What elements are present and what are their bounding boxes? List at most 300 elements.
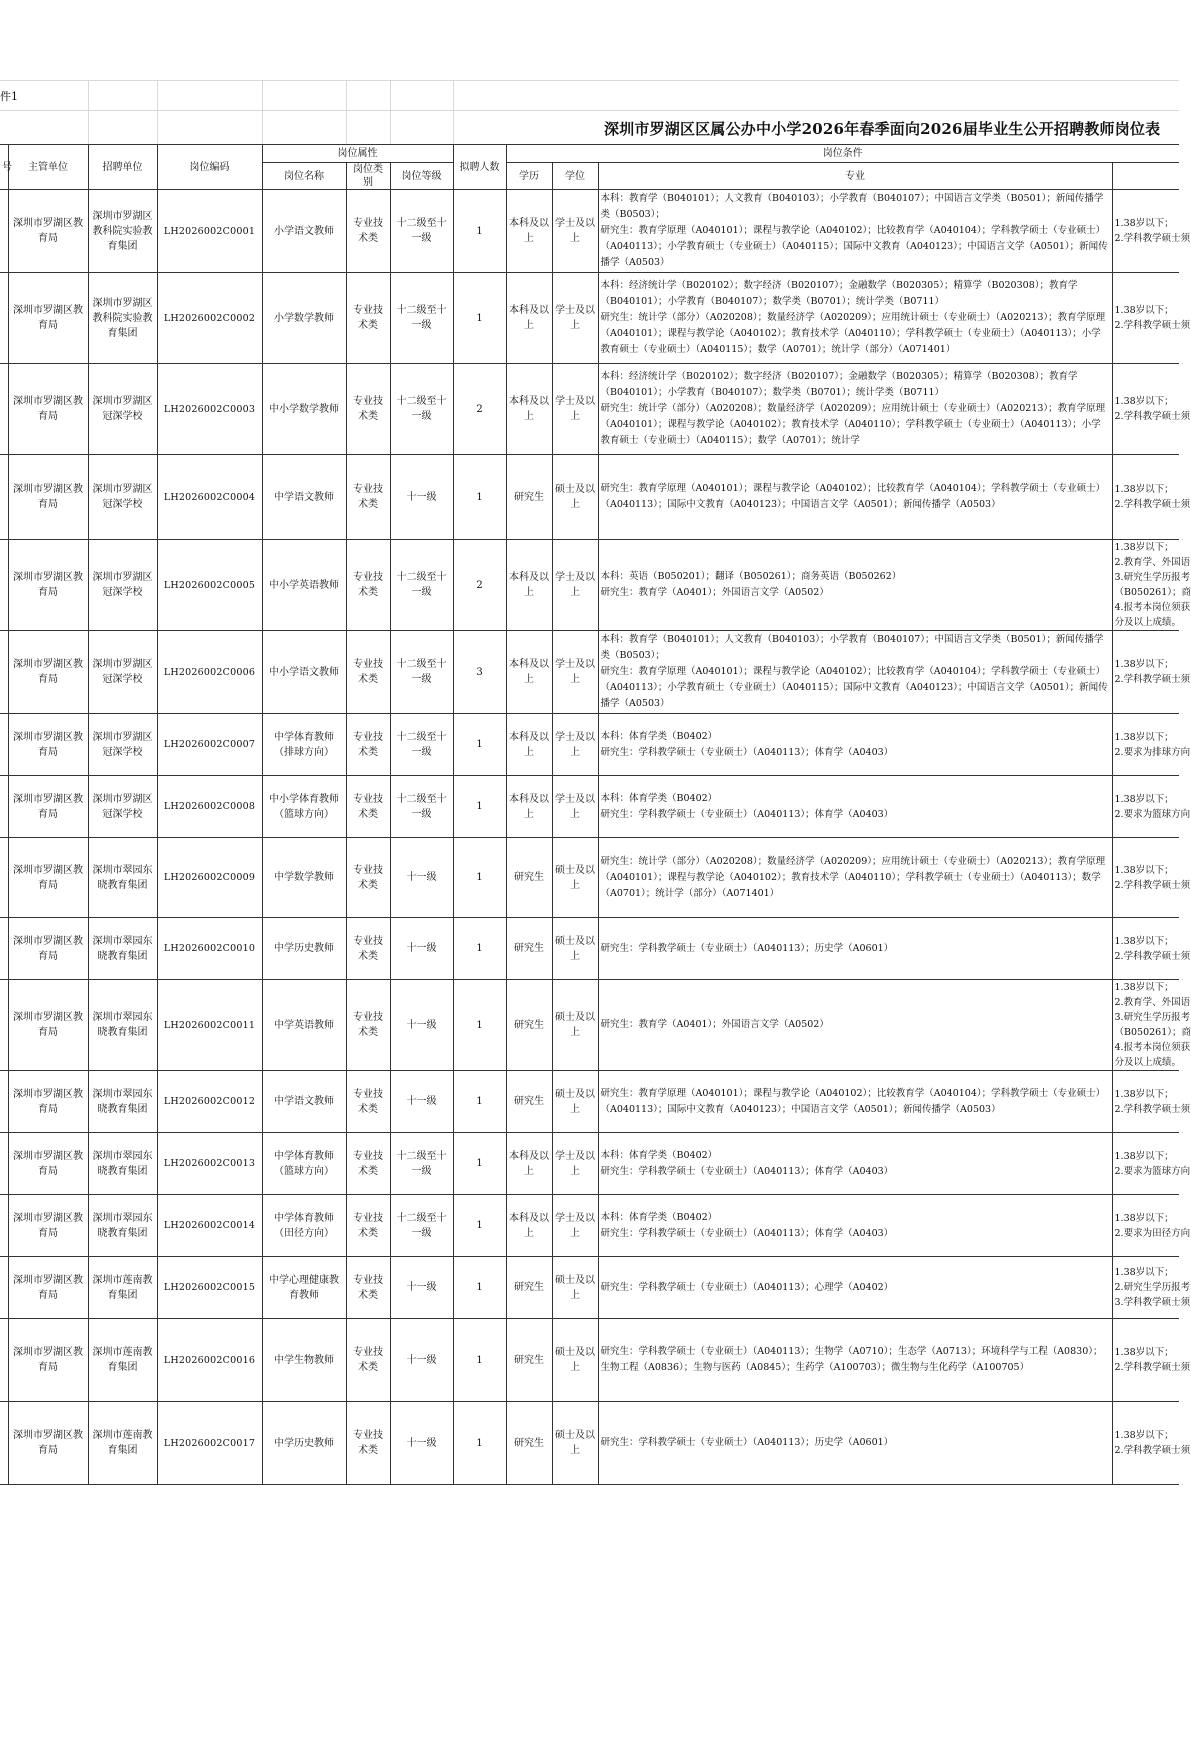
- recruiter-cell: 深圳市翠园东晓教育集团: [88, 1071, 157, 1133]
- headcount-cell: 1: [453, 1195, 506, 1257]
- conditions-cell: [1112, 1133, 1191, 1195]
- education-cell: 研究生: [506, 1319, 552, 1402]
- major-cell: [598, 190, 1112, 273]
- post-code-cell: LH2026002C0002: [157, 273, 262, 364]
- major-line: 研究生：统计学（部分）（A020208）；数量经济学（A020209）；应用统计硕士（专业硕士）（A020213）；教育学原理（A040101）；课程与教学论（A040102）；教育技术学（A040110）；学科教学硕士（专业硕士）（A040113）；小学教育硕士（专业硕士）（A040115）；数学（A0701）；统计学: [600, 403, 1106, 446]
- headcount-cell: 1: [453, 714, 506, 776]
- major-line: 本科：教育学（B040101）；人文教育（B040103）；小学教育（B040107）；中国语言文学类（B0501）；新闻传播学类（B0503）；: [600, 193, 1104, 220]
- post-code-cell: LH2026002C0010: [157, 918, 262, 980]
- condition-line: 1.38岁以下；: [1114, 542, 1174, 553]
- post-category-cell: 专业技术类: [346, 1071, 390, 1133]
- table-row: [0, 455, 1179, 540]
- recruiter-cell: 深圳市翠园东晓教育集团: [88, 1195, 157, 1257]
- header-post-code: 岗位编码: [157, 145, 262, 190]
- condition-line: 1.38岁以下；: [1114, 484, 1174, 495]
- table-row: [0, 540, 1179, 631]
- conditions-cell: [1112, 714, 1191, 776]
- table-row: [0, 838, 1179, 918]
- department-cell: 深圳市罗湖区教育局: [8, 631, 88, 714]
- conditions-cell: [1112, 631, 1191, 714]
- row-seq-cell: [0, 364, 8, 455]
- post-code-cell: LH2026002C0012: [157, 1071, 262, 1133]
- major-line: 本科：英语（B050201）；翻译（B050261）；商务英语（B050262）: [600, 571, 902, 582]
- gridline: [453, 80, 454, 144]
- header-post-conditions: 岗位条件: [506, 145, 1179, 163]
- major-cell: [598, 980, 1112, 1071]
- conditions-cell: [1112, 776, 1191, 838]
- row-seq-cell: [0, 631, 8, 714]
- department-cell: 深圳市罗湖区教育局: [8, 455, 88, 540]
- post-category-cell: 专业技术类: [346, 364, 390, 455]
- major-cell: [598, 1319, 1112, 1402]
- headcount-cell: 1: [453, 1319, 506, 1402]
- post-grade-cell: 十一级: [390, 1071, 453, 1133]
- major-cell: [598, 776, 1112, 838]
- header-post-category: 岗位类别: [346, 163, 390, 190]
- degree-cell: 硕士及以上: [552, 1319, 598, 1402]
- conditions-cell: [1112, 455, 1191, 540]
- major-line: 本科：经济统计学（B020102）；数字经济（B020107）；金融数学（B020305）；精算学（B020308）；教育学（B040101）；小学教育（B040107）；数学类（B0701）；统计学类（B0711）: [600, 280, 1078, 307]
- recruiter-cell: 深圳市翠园东晓教育集团: [88, 1133, 157, 1195]
- post-category-cell: 专业技术类: [346, 1319, 390, 1402]
- recruiter-cell: 深圳市翠园东晓教育集团: [88, 838, 157, 918]
- headcount-cell: 2: [453, 540, 506, 631]
- condition-line: 2.要求为排球方向: [1114, 746, 1191, 758]
- major-line: 本科：体育学类（B0402）: [600, 730, 718, 742]
- post-code-cell: LH2026002C0001: [157, 190, 262, 273]
- row-seq-cell: [0, 1195, 8, 1257]
- post-code-cell: LH2026002C0004: [157, 455, 262, 540]
- education-cell: 本科及以上: [506, 1195, 552, 1257]
- major-line: 本科：体育学类（B0402）: [600, 1149, 718, 1161]
- gridline: [390, 80, 391, 144]
- table-row: [0, 1071, 1179, 1133]
- major-cell: [598, 364, 1112, 455]
- major-cell: [598, 1071, 1112, 1133]
- header-department: 主管单位: [8, 145, 88, 190]
- recruiter-cell: 深圳市罗湖区冠深学校: [88, 714, 157, 776]
- post-category-cell: 专业技术类: [346, 838, 390, 918]
- post-grade-cell: 十二级至十一级: [390, 190, 453, 273]
- conditions-cell: [1112, 364, 1191, 455]
- post-category-cell: 专业技术类: [346, 980, 390, 1071]
- post-name-cell: 小学语文教师: [262, 190, 346, 273]
- condition-line: 2.教育学、外国语: [1114, 557, 1191, 568]
- degree-cell: 硕士及以上: [552, 1257, 598, 1319]
- post-name-cell: 中小学语文教师: [262, 631, 346, 714]
- condition-line: 1.38岁以下；: [1114, 1212, 1174, 1224]
- recruiter-cell: 深圳市罗湖区冠深学校: [88, 776, 157, 838]
- major-line: 研究生：学科教学硕士（专业硕士）（A040113）；体育学（A0403）: [600, 808, 894, 820]
- education-cell: 本科及以上: [506, 273, 552, 364]
- row-seq-cell: [0, 776, 8, 838]
- table-row: [0, 1195, 1179, 1257]
- table-row: [0, 1402, 1179, 1485]
- condition-line: 2.学科教学硕士须: [1114, 674, 1191, 685]
- conditions-cell: [1112, 190, 1191, 273]
- recruiter-cell: 深圳市莲南教育集团: [88, 1319, 157, 1402]
- department-cell: 深圳市罗湖区教育局: [8, 776, 88, 838]
- row-seq-cell: [0, 918, 8, 980]
- education-cell: 研究生: [506, 1071, 552, 1133]
- row-seq-cell: [0, 1402, 8, 1485]
- row-seq-cell: [0, 980, 8, 1071]
- headcount-cell: 1: [453, 273, 506, 364]
- conditions-cell: [1112, 1195, 1191, 1257]
- post-name-cell: 中学历史教师: [262, 918, 346, 980]
- major-line: 研究生：教育学原理（A040101）；课程与教学论（A040102）；比较教育学（A040104）；学科教学硕士（专业硕士）（A040113）；国际中文教育（A040123）；中国语言文学（A0501）；新闻传播学（A0503）: [600, 1087, 1106, 1115]
- education-cell: 研究生: [506, 1257, 552, 1319]
- table-row: [0, 1133, 1179, 1195]
- headcount-cell: 1: [453, 1257, 506, 1319]
- degree-cell: 学士及以上: [552, 714, 598, 776]
- post-name-cell: 中学语文教师: [262, 1071, 346, 1133]
- post-name-cell: 中学体育教师（篮球方向）: [262, 1133, 346, 1195]
- major-line: 本科：教育学（B040101）；人文教育（B040103）；小学教育（B040107）；中国语言文学类（B0501）；新闻传播学类（B0503）；: [600, 634, 1104, 661]
- header-headcount: 拟聘人数: [453, 145, 506, 190]
- gridline: [88, 80, 89, 144]
- education-cell: 研究生: [506, 918, 552, 980]
- condition-line: 3.学科教学硕士须: [1114, 1297, 1191, 1308]
- post-grade-cell: 十一级: [390, 1257, 453, 1319]
- degree-cell: 学士及以上: [552, 540, 598, 631]
- major-line: 研究生：教育学（A0401）；外国语言文学（A0502）: [600, 587, 829, 598]
- major-line: 研究生：统计学（部分）（A020208）；数量经济学（A020209）；应用统计硕士（专业硕士）（A020213）；教育学原理（A040101）；课程与教学论（A040102）；教育技术学（A040110）；学科教学硕士（专业硕士）（A040113）；小学教育硕士（专业硕士）（A040115）；数学（A0701）；统计学（部分）（A071401）: [600, 312, 1106, 355]
- major-cell: [598, 1195, 1112, 1257]
- row-seq-cell: [0, 1257, 8, 1319]
- condition-line: 1.38岁以下；: [1114, 864, 1174, 876]
- post-grade-cell: 十二级至十一级: [390, 776, 453, 838]
- post-code-cell: LH2026002C0015: [157, 1257, 262, 1319]
- post-category-cell: 专业技术类: [346, 273, 390, 364]
- post-grade-cell: 十一级: [390, 980, 453, 1071]
- major-line: 本科：体育学类（B0402）: [600, 1211, 718, 1223]
- major-cell: [598, 1133, 1112, 1195]
- condition-line: 2.学科教学硕士须: [1114, 1362, 1191, 1373]
- post-code-cell: LH2026002C0014: [157, 1195, 262, 1257]
- row-seq-cell: [0, 540, 8, 631]
- department-cell: 深圳市罗湖区教育局: [8, 838, 88, 918]
- headcount-cell: 2: [453, 364, 506, 455]
- post-code-cell: LH2026002C0006: [157, 631, 262, 714]
- table-row: [0, 776, 1179, 838]
- major-cell: [598, 1402, 1112, 1485]
- education-cell: 研究生: [506, 1402, 552, 1485]
- education-cell: 本科及以上: [506, 190, 552, 273]
- recruiter-cell: 深圳市翠园东晓教育集团: [88, 918, 157, 980]
- major-line: 本科：经济统计学（B020102）；数字经济（B020107）；金融数学（B020305）；精算学（B020308）；教育学（B040101）；小学教育（B040107）；数学类（B0701）；统计学类（B0711）: [600, 371, 1078, 398]
- post-grade-cell: 十一级: [390, 918, 453, 980]
- condition-line: 2.要求为田径方向: [1114, 1227, 1191, 1239]
- condition-line: 3.研究生学历报考: [1114, 1012, 1191, 1023]
- education-cell: 本科及以上: [506, 1133, 552, 1195]
- post-grade-cell: 十二级至十一级: [390, 714, 453, 776]
- header-education: 学历: [506, 163, 552, 190]
- degree-cell: 学士及以上: [552, 273, 598, 364]
- post-grade-cell: 十二级至十一级: [390, 1195, 453, 1257]
- header-seq: 号: [0, 145, 8, 190]
- post-name-cell: 中小学体育教师（篮球方向）: [262, 776, 346, 838]
- degree-cell: 学士及以上: [552, 1195, 598, 1257]
- table-body: [0, 190, 1191, 1485]
- post-code-cell: LH2026002C0005: [157, 540, 262, 631]
- major-cell: [598, 838, 1112, 918]
- post-category-cell: 专业技术类: [346, 776, 390, 838]
- post-name-cell: 中学体育教师（田径方向）: [262, 1195, 346, 1257]
- headcount-cell: 1: [453, 980, 506, 1071]
- table-row: [0, 1257, 1179, 1319]
- gridline: [0, 110, 1179, 111]
- post-name-cell: 中学历史教师: [262, 1402, 346, 1485]
- post-category-cell: 专业技术类: [346, 918, 390, 980]
- major-line: 本科：体育学类（B0402）: [600, 792, 718, 804]
- post-grade-cell: 十二级至十一级: [390, 364, 453, 455]
- department-cell: 深圳市罗湖区教育局: [8, 1402, 88, 1485]
- gridline: [157, 80, 158, 144]
- header-post-grade: 岗位等级: [390, 163, 453, 190]
- major-line: 研究生：学科教学硕士（专业硕士）（A040113）；体育学（A0403）: [600, 1227, 894, 1239]
- condition-line: 分及以上成绩。: [1114, 617, 1182, 628]
- headcount-cell: 1: [453, 776, 506, 838]
- post-category-cell: 专业技术类: [346, 631, 390, 714]
- conditions-cell: [1112, 918, 1191, 980]
- condition-line: 2.学科教学硕士须: [1114, 233, 1191, 244]
- recruitment-table: [0, 144, 1191, 1485]
- major-line: 研究生：教育学原理（A040101）；课程与教学论（A040102）；比较教育学（A040104）；学科教学硕士（专业硕士）（A040113）；国际中文教育（A040123）；中国语言文学（A0501）；新闻传播学（A0503）: [600, 483, 1106, 510]
- post-category-cell: 专业技术类: [346, 190, 390, 273]
- condition-line: （B050261）；商: [1114, 587, 1191, 598]
- conditions-cell: [1112, 1402, 1191, 1485]
- row-seq-cell: [0, 1319, 8, 1402]
- condition-line: 1.38岁以下；: [1114, 396, 1174, 407]
- degree-cell: 硕士及以上: [552, 918, 598, 980]
- degree-cell: 学士及以上: [552, 631, 598, 714]
- condition-line: 4.报考本岗位须获: [1114, 602, 1191, 613]
- degree-cell: 硕士及以上: [552, 980, 598, 1071]
- condition-line: 2.学科教学硕士须: [1114, 411, 1191, 422]
- education-cell: 研究生: [506, 838, 552, 918]
- major-line: 研究生：教育学（A0401）；外国语言文学（A0502）: [600, 1019, 829, 1030]
- department-cell: 深圳市罗湖区教育局: [8, 1319, 88, 1402]
- row-seq-cell: [0, 1071, 8, 1133]
- condition-line: 2.要求为篮球方向: [1114, 1165, 1191, 1177]
- department-cell: 深圳市罗湖区教育局: [8, 1195, 88, 1257]
- degree-cell: 硕士及以上: [552, 1071, 598, 1133]
- post-code-cell: LH2026002C0017: [157, 1402, 262, 1485]
- post-code-cell: LH2026002C0013: [157, 1133, 262, 1195]
- recruiter-cell: 深圳市罗湖区教科院实验教育集团: [88, 190, 157, 273]
- condition-line: 1.38岁以下；: [1114, 218, 1174, 229]
- table-row: [0, 918, 1179, 980]
- condition-line: 1.38岁以下；: [1114, 982, 1174, 993]
- degree-cell: 硕士及以上: [552, 455, 598, 540]
- page-title: 深圳市罗湖区区属公办中小学2026年春季面向2026届毕业生公开招聘教师岗位表: [604, 120, 1161, 138]
- recruiter-cell: 深圳市莲南教育集团: [88, 1257, 157, 1319]
- post-grade-cell: 十二级至十一级: [390, 631, 453, 714]
- education-cell: 研究生: [506, 455, 552, 540]
- post-category-cell: 专业技术类: [346, 540, 390, 631]
- major-line: 研究生：教育学原理（A040101）；课程与教学论（A040102）；比较教育学（A040104）；学科教学硕士（专业硕士）（A040113）；小学教育硕士（专业硕士）（A040115）；国际中文教育（A040123）；中国语言文学（A0501）；新闻传播学（A0503）: [600, 666, 1108, 709]
- degree-cell: 学士及以上: [552, 1133, 598, 1195]
- condition-line: 分及以上成绩。: [1114, 1057, 1182, 1068]
- header-conditions-other: [1112, 163, 1179, 190]
- condition-line: 2.学科教学硕士须: [1114, 879, 1191, 891]
- department-cell: 深圳市罗湖区教育局: [8, 1071, 88, 1133]
- condition-line: 2.学科教学硕士须: [1114, 499, 1191, 510]
- post-code-cell: LH2026002C0007: [157, 714, 262, 776]
- education-cell: 研究生: [506, 980, 552, 1071]
- recruiter-cell: 深圳市莲南教育集团: [88, 1402, 157, 1485]
- gridline: [346, 80, 347, 144]
- major-cell: [598, 455, 1112, 540]
- attachment-label: 件1: [0, 90, 18, 103]
- post-category-cell: 专业技术类: [346, 1195, 390, 1257]
- education-cell: 本科及以上: [506, 540, 552, 631]
- table-row: [0, 364, 1179, 455]
- condition-line: 1.38岁以下；: [1114, 1150, 1174, 1162]
- gridline: [0, 80, 1179, 81]
- conditions-cell: [1112, 540, 1191, 631]
- table-row: [0, 1319, 1179, 1402]
- conditions-cell: [1112, 1071, 1191, 1133]
- post-category-cell: 专业技术类: [346, 455, 390, 540]
- education-cell: 本科及以上: [506, 631, 552, 714]
- conditions-cell: [1112, 1319, 1191, 1402]
- degree-cell: 硕士及以上: [552, 1402, 598, 1485]
- condition-line: 2.教育学、外国语: [1114, 997, 1191, 1008]
- condition-line: 1.38岁以下；: [1114, 1267, 1174, 1278]
- post-name-cell: 中学心理健康教育教师: [262, 1257, 346, 1319]
- major-line: 研究生：统计学（部分）（A020208）；数量经济学（A020209）；应用统计硕士（专业硕士）（A020213）；教育学原理（A040101）；课程与教学论（A040102）；教育技术学（A040110）；学科教学硕士（专业硕士）（A040113）；数学（A0701）；统计学（部分）（A071401）: [600, 855, 1106, 899]
- post-category-cell: 专业技术类: [346, 1133, 390, 1195]
- headcount-cell: 1: [453, 1402, 506, 1485]
- recruiter-cell: 深圳市罗湖区教科院实验教育集团: [88, 273, 157, 364]
- post-grade-cell: 十一级: [390, 1402, 453, 1485]
- post-name-cell: 中学数学教师: [262, 838, 346, 918]
- conditions-cell: [1112, 1257, 1191, 1319]
- post-code-cell: LH2026002C0016: [157, 1319, 262, 1402]
- post-name-cell: 小学数学教师: [262, 273, 346, 364]
- table-row: [0, 273, 1179, 364]
- post-grade-cell: 十二级至十一级: [390, 540, 453, 631]
- recruiter-cell: 深圳市罗湖区冠深学校: [88, 455, 157, 540]
- condition-line: 1.38岁以下；: [1114, 1088, 1174, 1100]
- header-degree: 学位: [552, 163, 598, 190]
- row-seq-cell: [0, 714, 8, 776]
- degree-cell: 硕士及以上: [552, 838, 598, 918]
- header-major: 专业: [598, 163, 1112, 190]
- header-post-name: 岗位名称: [262, 163, 346, 190]
- post-code-cell: LH2026002C0008: [157, 776, 262, 838]
- post-category-cell: 专业技术类: [346, 1402, 390, 1485]
- post-code-cell: LH2026002C0009: [157, 838, 262, 918]
- major-line: 研究生：学科教学硕士（专业硕士）（A040113）；体育学（A0403）: [600, 746, 894, 758]
- major-line: 研究生：教育学原理（A040101）；课程与教学论（A040102）；比较教育学（A040104）；学科教学硕士（专业硕士）（A040113）；小学教育硕士（专业硕士）（A040115）；国际中文教育（A040123）；中国语言文学（A0501）；新闻传播学（A0503）: [600, 225, 1108, 268]
- major-line: 研究生：学科教学硕士（专业硕士）（A040113）；历史学（A0601）: [600, 942, 894, 954]
- row-seq-cell: [0, 1133, 8, 1195]
- recruiter-cell: 深圳市罗湖区冠深学校: [88, 364, 157, 455]
- row-seq-cell: [0, 455, 8, 540]
- condition-line: 1.38岁以下；: [1114, 659, 1174, 670]
- conditions-cell: [1112, 838, 1191, 918]
- post-code-cell: LH2026002C0003: [157, 364, 262, 455]
- post-name-cell: 中学体育教师（排球方向）: [262, 714, 346, 776]
- department-cell: 深圳市罗湖区教育局: [8, 273, 88, 364]
- headcount-cell: 1: [453, 455, 506, 540]
- condition-line: 1.38岁以下；: [1114, 731, 1174, 743]
- post-grade-cell: 十一级: [390, 1319, 453, 1402]
- row-seq-cell: [0, 190, 8, 273]
- headcount-cell: 3: [453, 631, 506, 714]
- conditions-cell: [1112, 273, 1191, 364]
- education-cell: 本科及以上: [506, 714, 552, 776]
- condition-line: 1.38岁以下；: [1114, 935, 1174, 947]
- condition-line: 2.研究生学历报考: [1114, 1282, 1191, 1293]
- major-line: 研究生：学科教学硕士（专业硕士）（A040113）；历史学（A0601）: [600, 1437, 894, 1448]
- post-grade-cell: 十二级至十一级: [390, 1133, 453, 1195]
- major-line: 研究生：学科教学硕士（专业硕士）（A040113）；体育学（A0403）: [600, 1165, 894, 1177]
- department-cell: 深圳市罗湖区教育局: [8, 1133, 88, 1195]
- headcount-cell: 1: [453, 190, 506, 273]
- row-seq-cell: [0, 273, 8, 364]
- department-cell: 深圳市罗湖区教育局: [8, 540, 88, 631]
- table-row: [0, 190, 1179, 273]
- headcount-cell: 1: [453, 1071, 506, 1133]
- gridline: [262, 80, 263, 144]
- post-grade-cell: 十一级: [390, 455, 453, 540]
- major-cell: [598, 273, 1112, 364]
- major-line: 研究生：学科教学硕士（专业硕士）（A040113）；心理学（A0402）: [600, 1281, 894, 1293]
- headcount-cell: 1: [453, 1133, 506, 1195]
- post-category-cell: 专业技术类: [346, 714, 390, 776]
- degree-cell: 学士及以上: [552, 776, 598, 838]
- condition-line: 2.要求为篮球方向: [1114, 808, 1191, 820]
- condition-line: 1.38岁以下；: [1114, 793, 1174, 805]
- table-row: [0, 714, 1179, 776]
- post-name-cell: 中小学英语教师: [262, 540, 346, 631]
- major-line: 研究生：学科教学硕士（专业硕士）（A040113）；生物学（A0710）；生态学（A0713）；环境科学与工程（A0830）；生物工程（A0836）；生物与医药（A0845）；生药学（A100703）；微生物与生化药学（A100705）: [600, 1346, 1103, 1373]
- department-cell: 深圳市罗湖区教育局: [8, 1257, 88, 1319]
- post-category-cell: 专业技术类: [346, 1257, 390, 1319]
- row-seq-cell: [0, 838, 8, 918]
- department-cell: 深圳市罗湖区教育局: [8, 714, 88, 776]
- conditions-cell: [1112, 980, 1191, 1071]
- department-cell: 深圳市罗湖区教育局: [8, 918, 88, 980]
- recruiter-cell: 深圳市罗湖区冠深学校: [88, 540, 157, 631]
- condition-line: 2.学科教学硕士须: [1114, 320, 1191, 331]
- degree-cell: 学士及以上: [552, 190, 598, 273]
- post-name-cell: 中小学数学教师: [262, 364, 346, 455]
- condition-line: 1.38岁以下；: [1114, 1347, 1174, 1358]
- header-recruiter: 招聘单位: [88, 145, 157, 190]
- major-cell: [598, 918, 1112, 980]
- condition-line: 2.学科教学硕士须: [1114, 1445, 1191, 1456]
- post-code-cell: LH2026002C0011: [157, 980, 262, 1071]
- condition-line: 3.研究生学历报考: [1114, 572, 1191, 583]
- major-cell: [598, 714, 1112, 776]
- table-row: [0, 980, 1179, 1071]
- condition-line: 2.学科教学硕士须: [1114, 950, 1191, 962]
- post-name-cell: 中学语文教师: [262, 455, 346, 540]
- post-grade-cell: 十一级: [390, 838, 453, 918]
- education-cell: 本科及以上: [506, 776, 552, 838]
- post-name-cell: 中学英语教师: [262, 980, 346, 1071]
- condition-line: 2.学科教学硕士须: [1114, 1103, 1191, 1115]
- major-cell: [598, 1257, 1112, 1319]
- condition-line: 1.38岁以下；: [1114, 1430, 1174, 1441]
- headcount-cell: 1: [453, 838, 506, 918]
- department-cell: 深圳市罗湖区教育局: [8, 980, 88, 1071]
